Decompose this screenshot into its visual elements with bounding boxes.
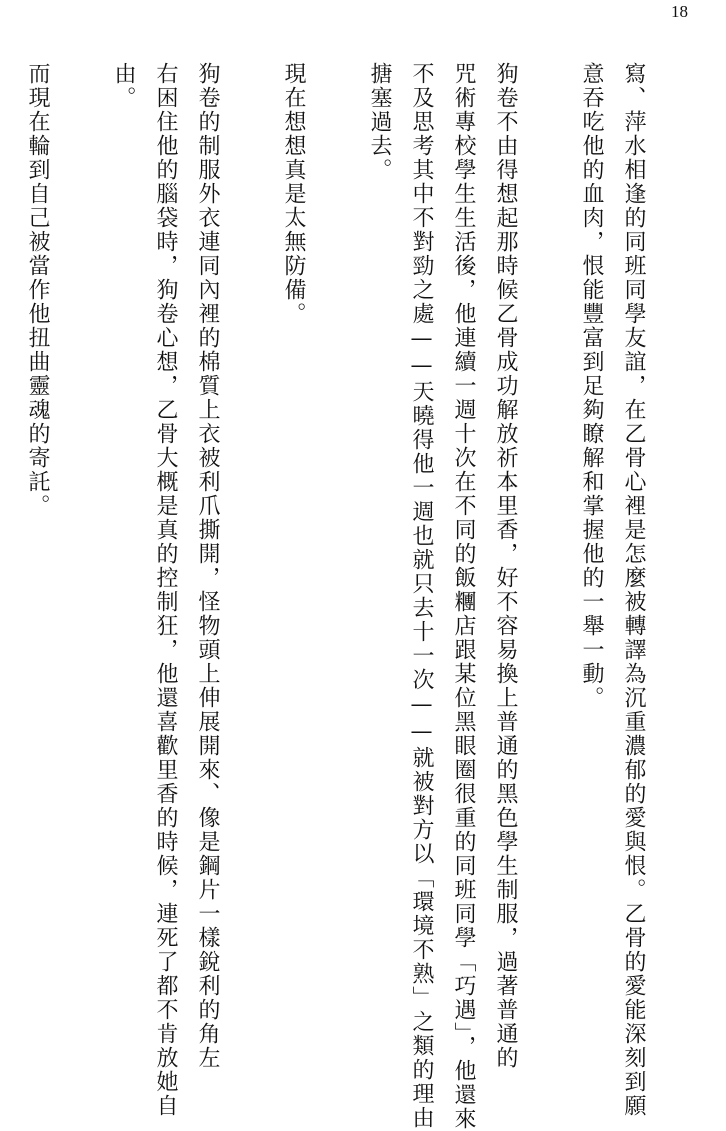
text-column: 現在想想真是太無防備。	[281, 62, 306, 326]
text-column: 寫、萍水相逢的同班同學友誼，在乙骨心裡是怎麼被轉譯為沉重濃郁的愛與恨。乙骨的愛能深刻到願	[621, 62, 646, 1118]
text-column: 狗卷不由得想起那時候乙骨成功解放祈本里香，好不容易換上普通的黑色學生制服，過著普通的	[493, 62, 518, 1070]
text-column: 不及思考其中不對勁之處——天曉得他一週也就只去十一次——就被對方以「環境不熟」之類的理由	[409, 62, 434, 1130]
text-column: 右困住他的腦袋時，狗卷心想，乙骨大概是真的控制狂，他還喜歡里香的時候，連死了都不肯放她自	[153, 62, 178, 1118]
text-column	[0, 62, 16, 982]
text-column: 狗卷的制服外衣連同內裡的棉質上衣被利爪撕開，怪物頭上伸展開來、像是鋼片一樣銳利的角左	[195, 62, 220, 1070]
text-column: 咒術專校學生生活後，他連續一週十次在不同的飯糰店跟某位黑眼圈很重的同班同學「巧遇」，他還來	[451, 62, 476, 1131]
page-number: 18	[671, 2, 688, 21]
text-column: 意吞吃他的血肉，恨能豐富到足夠瞭解和掌握他的一舉一動。	[579, 62, 604, 710]
text-column: 搪塞過去。	[367, 62, 392, 182]
body-text	[0, 62, 654, 1131]
text-column: 由。	[111, 62, 136, 110]
text-column: 而現在輪到自己被當作他扭曲靈魂的寄託。	[25, 62, 50, 518]
